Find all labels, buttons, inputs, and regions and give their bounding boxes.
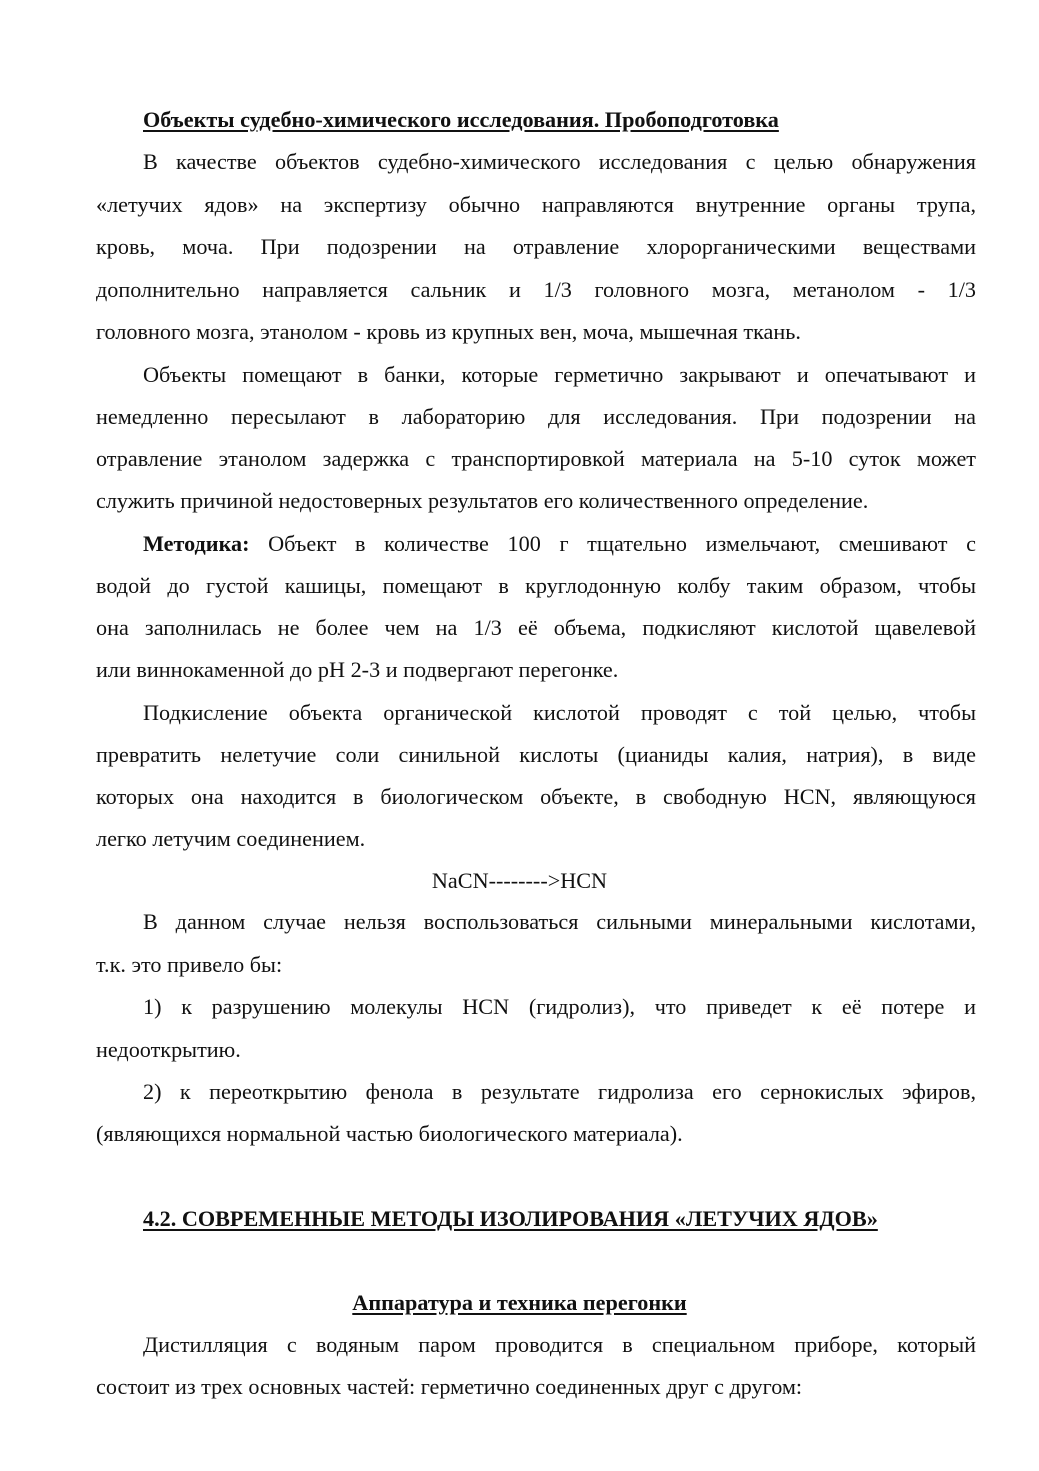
paragraph-line: которых она находится в биологическом объекте, в свободную HCN, являющуюся xyxy=(96,784,976,809)
paragraph-line: Подкисление объекта органической кислотой проводят с той целью, чтобы xyxy=(143,700,976,725)
list-item-line: 1) к разрушению молекулы HCN (гидролиз), что приведет к её потере и xyxy=(143,994,976,1019)
paragraph-line: превратить нелетучие соли синильной кислоты (цианиды калия, натрия), в виде xyxy=(96,742,976,767)
paragraph-line: легко летучим соединением. xyxy=(96,826,366,851)
paragraph-line: кровь, моча. При подозрении на отравление хлорорганическими веществами xyxy=(96,234,976,259)
chemical-formula: NaCN-------->HCN xyxy=(431,868,608,893)
list-item-line: недооткрытию. xyxy=(96,1037,241,1062)
method-paragraph-line xyxy=(143,533,976,555)
paragraph-line: служить причиной недостоверных результатов его количественного определение. xyxy=(96,488,869,513)
paragraph-line: В данном случае нельзя воспользоваться сильными минеральными кислотами, xyxy=(143,909,976,934)
list-item-line: 2) к переоткрытию фенола в результате гидролиза его сернокислых эфиров, xyxy=(143,1079,976,1104)
paragraph-line: немедленно пересылают в лабораторию для исследования. При подозрении на xyxy=(96,404,976,429)
paragraph-line: т.к. это привело бы: xyxy=(96,952,283,977)
chapter-heading: 4.2. СОВРЕМЕННЫЕ МЕТОДЫ ИЗОЛИРОВАНИЯ «ЛЕТУЧИХ ЯДОВ» xyxy=(143,1206,878,1231)
paragraph-line: «летучих ядов» на экспертизу обычно направляются внутренние органы трупа, xyxy=(96,192,976,217)
section-heading-objects: Объекты судебно-химического исследования. Пробоподготовка xyxy=(143,107,779,132)
paragraph-line: головного мозга, этанолом - кровь из крупных вен, моча, мышечная ткань. xyxy=(96,319,801,344)
subsection-heading: Аппаратура и техника перегонки xyxy=(352,1290,687,1315)
paragraph-line: отравление этанолом задержка с транспортировкой материала на 5-10 суток может xyxy=(96,446,976,471)
method-label: Методика: xyxy=(143,531,250,556)
list-item-line: (являющихся нормальной частью биологического материала). xyxy=(96,1121,683,1146)
paragraph-line: Дистилляция с водяным паром проводится в специальном приборе, который xyxy=(143,1332,976,1357)
paragraph-line: она заполнилась не более чем на 1/3 её объема, подкисляют кислотой щавелевой xyxy=(96,615,976,640)
paragraph-line: состоит из трех основных частей: герметично соединенных друг с другом: xyxy=(96,1374,803,1399)
paragraph-line: Объекты помещают в банки, которые герметично закрывают и опечатывают и xyxy=(143,362,976,387)
paragraph-line: дополнительно направляется сальник и 1/3 головного мозга, метанолом - 1/3 xyxy=(96,277,976,302)
paragraph-line: водой до густой кашицы, помещают в круглодонную колбу таким образом, чтобы xyxy=(96,573,976,598)
method-text: Объект в количестве 100 г тщательно измельчают, смешивают с xyxy=(249,531,976,556)
paragraph-line: или виннокаменной до pH 2-3 и подвергают перегонке. xyxy=(96,657,619,682)
paragraph-line: В качестве объектов судебно-химического исследования с целью обнаружения xyxy=(143,149,976,174)
